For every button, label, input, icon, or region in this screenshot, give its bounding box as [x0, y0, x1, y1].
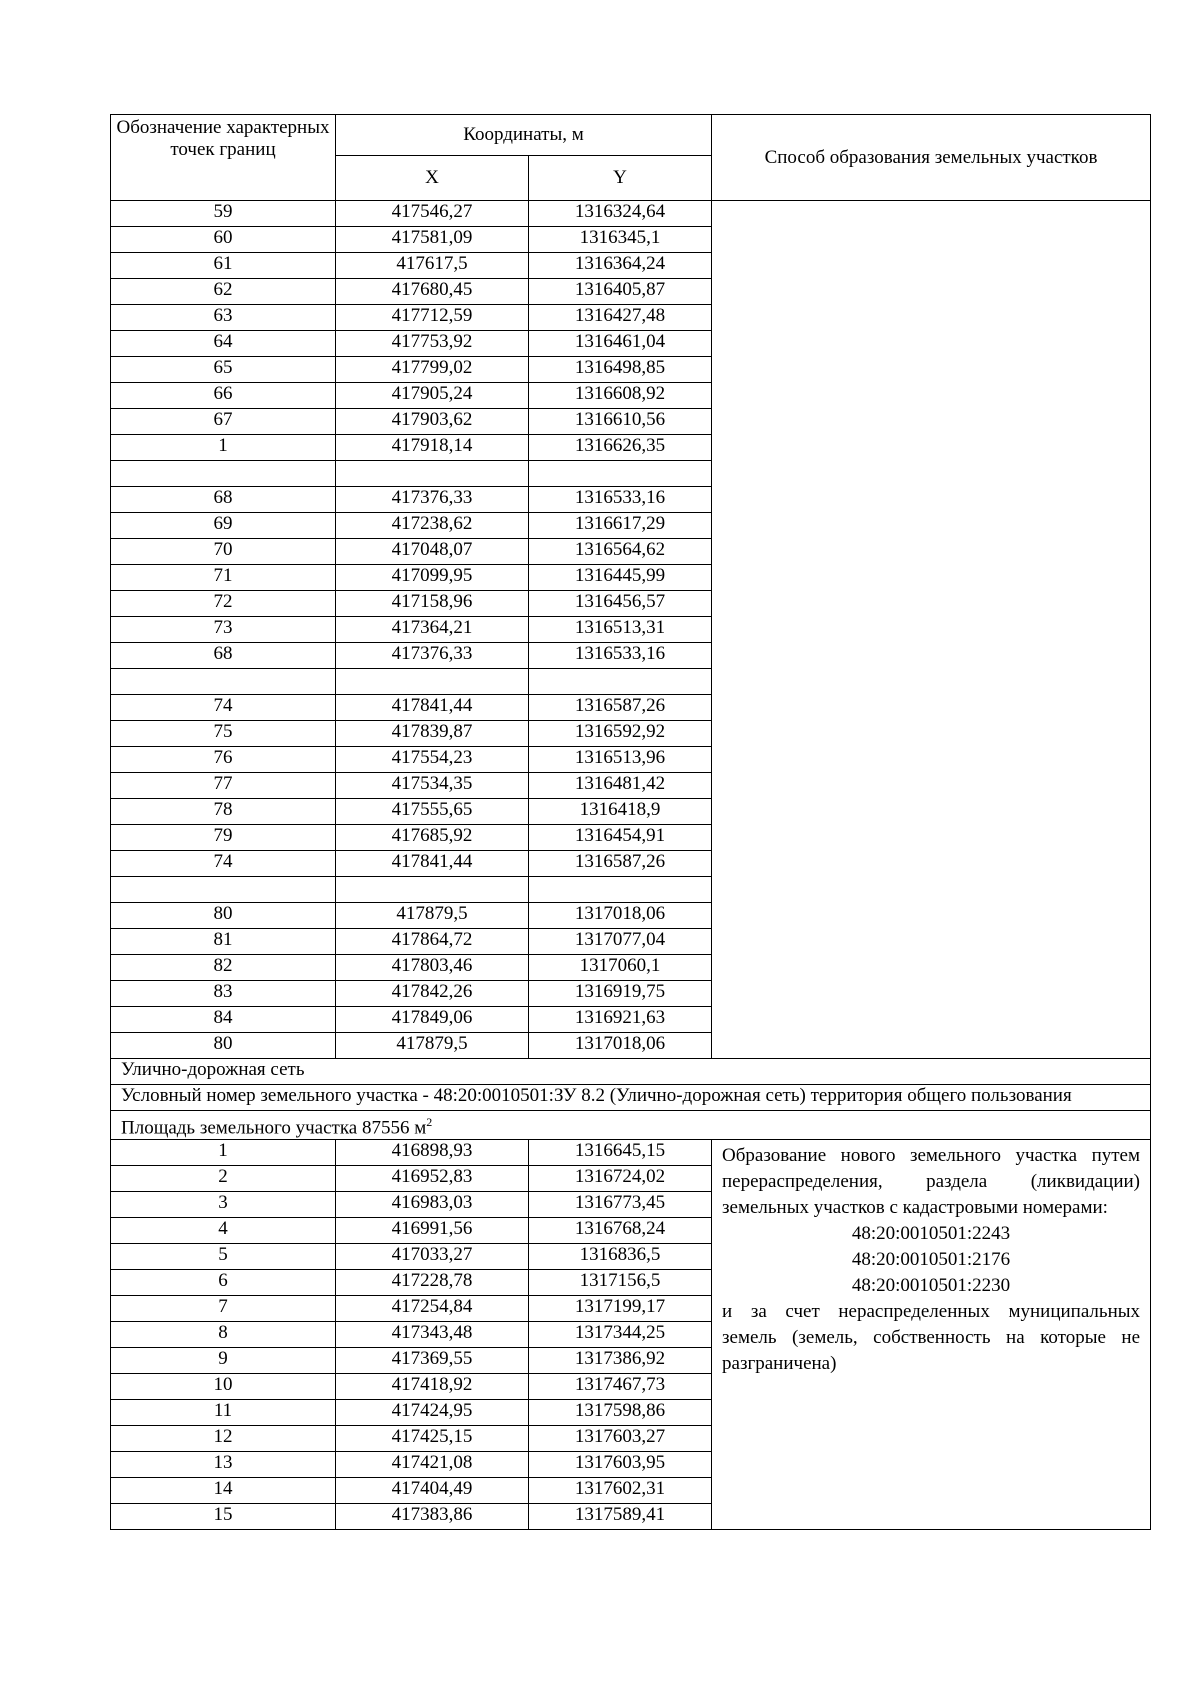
point-number: 80: [111, 1033, 336, 1059]
coord-x: 417905,24: [336, 383, 529, 409]
coord-y: 1317060,1: [529, 955, 712, 981]
area-label: Площадь земельного участка 87556 м: [121, 1117, 427, 1139]
coord-y: 1316427,48: [529, 305, 712, 331]
coord-y: 1317603,95: [529, 1452, 712, 1478]
method-description: [712, 1140, 1151, 1530]
coord-y: 1317199,17: [529, 1296, 712, 1322]
point-number: 84: [111, 1007, 336, 1033]
coord-y: 1316533,16: [529, 643, 712, 669]
point-number: 13: [111, 1452, 336, 1478]
coord-x: 417546,27: [336, 201, 529, 227]
coord-x: 417534,35: [336, 773, 529, 799]
coord-x: 417369,55: [336, 1348, 529, 1374]
header-coordinates: Координаты, м: [336, 115, 712, 156]
coord-y: 1316456,57: [529, 591, 712, 617]
coord-x: 416952,83: [336, 1166, 529, 1192]
point-number: 9: [111, 1348, 336, 1374]
coord-y: 1316836,5: [529, 1244, 712, 1270]
coord-y: 1316445,99: [529, 565, 712, 591]
coord-x: 417841,44: [336, 851, 529, 877]
point-number: 80: [111, 903, 336, 929]
coord-y: 1316724,02: [529, 1166, 712, 1192]
coord-y: 1317018,06: [529, 1033, 712, 1059]
point-number: 66: [111, 383, 336, 409]
header-y: Y: [529, 156, 712, 201]
coord-x: 417918,14: [336, 435, 529, 461]
point-number: 68: [111, 643, 336, 669]
point-number: 63: [111, 305, 336, 331]
method-empty-cell: [712, 201, 1151, 1059]
table-row: [111, 1140, 1151, 1166]
point-number: 10: [111, 1374, 336, 1400]
coord-y: 1316533,16: [529, 487, 712, 513]
coord-y: 1316454,91: [529, 825, 712, 851]
coord-y: 1316461,04: [529, 331, 712, 357]
coord-x: 417554,23: [336, 747, 529, 773]
coordinates-table: [110, 114, 1151, 1530]
coord-x: 417343,48: [336, 1322, 529, 1348]
coord-x: 417803,46: [336, 955, 529, 981]
cadastral-number: 48:20:0010501:2176: [851, 1249, 1011, 1271]
point-number: 11: [111, 1400, 336, 1426]
point-number: 62: [111, 279, 336, 305]
coord-y: 1316418,9: [529, 799, 712, 825]
coord-y: 1316773,45: [529, 1192, 712, 1218]
point-number: 1: [111, 1140, 336, 1166]
coord-x: 417364,21: [336, 617, 529, 643]
coord-y: 1317602,31: [529, 1478, 712, 1504]
coord-y: 1317077,04: [529, 929, 712, 955]
table-body: [111, 115, 1151, 1530]
cadastral-number: 48:20:0010501:2243: [851, 1223, 1011, 1245]
empty-cell: [529, 877, 712, 903]
coord-x: 417254,84: [336, 1296, 529, 1322]
coord-x: 417048,07: [336, 539, 529, 565]
header-row: [111, 115, 1151, 156]
coord-x: 417383,86: [336, 1504, 529, 1530]
coord-y: 1316608,92: [529, 383, 712, 409]
point-number: 79: [111, 825, 336, 851]
empty-cell: [336, 669, 529, 695]
coord-y: 1316587,26: [529, 851, 712, 877]
coord-y: 1316481,42: [529, 773, 712, 799]
point-number: 64: [111, 331, 336, 357]
point-number: 5: [111, 1244, 336, 1270]
section-title: Улично-дорожная сеть: [111, 1059, 1151, 1085]
coord-x: 417712,59: [336, 305, 529, 331]
area-unit-superscript: 2: [426, 1115, 433, 1129]
coord-x: 417879,5: [336, 1033, 529, 1059]
empty-cell: [111, 877, 336, 903]
coord-x: 417879,5: [336, 903, 529, 929]
empty-cell: [529, 461, 712, 487]
coord-x: 417841,44: [336, 695, 529, 721]
cadastral-number: 48:20:0010501:2230: [851, 1275, 1011, 1297]
coord-x: 417864,72: [336, 929, 529, 955]
coord-y: 1316345,1: [529, 227, 712, 253]
coord-x: 417849,06: [336, 1007, 529, 1033]
point-number: 12: [111, 1426, 336, 1452]
point-number: 69: [111, 513, 336, 539]
point-number: 59: [111, 201, 336, 227]
point-number: 78: [111, 799, 336, 825]
coord-y: 1316498,85: [529, 357, 712, 383]
coord-x: 417099,95: [336, 565, 529, 591]
coord-y: 1316513,96: [529, 747, 712, 773]
coord-x: 417903,62: [336, 409, 529, 435]
empty-cell: [336, 461, 529, 487]
point-number: 15: [111, 1504, 336, 1530]
point-number: 3: [111, 1192, 336, 1218]
coord-y: 1317344,25: [529, 1322, 712, 1348]
point-number: 61: [111, 253, 336, 279]
point-number: 7: [111, 1296, 336, 1322]
coord-y: 1317467,73: [529, 1374, 712, 1400]
coord-y: 1316364,24: [529, 253, 712, 279]
header-x: X: [336, 156, 529, 201]
area-row: [111, 1111, 1151, 1140]
point-number: 65: [111, 357, 336, 383]
coord-x: 417424,95: [336, 1400, 529, 1426]
coord-y: 1316564,62: [529, 539, 712, 565]
coord-x: 417839,87: [336, 721, 529, 747]
coord-x: 417680,45: [336, 279, 529, 305]
coord-y: 1317598,86: [529, 1400, 712, 1426]
coord-x: 417376,33: [336, 487, 529, 513]
point-number: 74: [111, 695, 336, 721]
header-method: Способ образования земельных участков: [712, 115, 1151, 201]
point-number: 67: [111, 409, 336, 435]
coord-x: 417842,26: [336, 981, 529, 1007]
point-number: 81: [111, 929, 336, 955]
coord-x: 417799,02: [336, 357, 529, 383]
coord-y: 1316587,26: [529, 695, 712, 721]
table-row: [111, 201, 1151, 227]
point-number: 2: [111, 1166, 336, 1192]
coord-y: 1316592,92: [529, 721, 712, 747]
point-number: 68: [111, 487, 336, 513]
coord-x: 417581,09: [336, 227, 529, 253]
coord-y: 1316513,31: [529, 617, 712, 643]
coord-x: 417421,08: [336, 1452, 529, 1478]
coord-y: 1317603,27: [529, 1426, 712, 1452]
point-number: 74: [111, 851, 336, 877]
coord-x: 417617,5: [336, 253, 529, 279]
point-number: 70: [111, 539, 336, 565]
point-number: 76: [111, 747, 336, 773]
method-outro: и за счет нераспределенных муниципальных земель (земель, собственность на которые не разграничена): [722, 1301, 1141, 1375]
coord-y: 1316921,63: [529, 1007, 712, 1033]
coord-y: 1316919,75: [529, 981, 712, 1007]
coord-y: 1317386,92: [529, 1348, 712, 1374]
coord-x: 417238,62: [336, 513, 529, 539]
area-cell: [111, 1111, 1151, 1140]
method-intro: Образование нового земельного участка путем перераспределения, раздела (ликвидации) земельных участков с кадастровыми номерами:: [722, 1145, 1141, 1219]
coord-x: 417753,92: [336, 331, 529, 357]
point-number: 83: [111, 981, 336, 1007]
coord-x: 417685,92: [336, 825, 529, 851]
point-number: 1: [111, 435, 336, 461]
coord-y: 1316626,35: [529, 435, 712, 461]
coord-x: 417425,15: [336, 1426, 529, 1452]
point-number: 77: [111, 773, 336, 799]
coord-x: 417404,49: [336, 1478, 529, 1504]
point-number: 82: [111, 955, 336, 981]
point-number: 4: [111, 1218, 336, 1244]
coord-y: 1317156,5: [529, 1270, 712, 1296]
point-number: 60: [111, 227, 336, 253]
empty-cell: [111, 669, 336, 695]
conditional-number: Условный номер земельного участка - 48:20:0010501:ЗУ 8.2 (Улично-дорожная сеть) территория общего пользования: [111, 1085, 1151, 1111]
coord-x: 417376,33: [336, 643, 529, 669]
coord-x: 417555,65: [336, 799, 529, 825]
empty-cell: [529, 669, 712, 695]
coord-y: 1316617,29: [529, 513, 712, 539]
coord-y: 1316405,87: [529, 279, 712, 305]
conditional-number-row: [111, 1085, 1151, 1111]
coord-x: 416991,56: [336, 1218, 529, 1244]
header-point-label: Обозначение характерных точек границ: [111, 115, 336, 201]
empty-cell: [336, 877, 529, 903]
coord-x: 417158,96: [336, 591, 529, 617]
coord-x: 417033,27: [336, 1244, 529, 1270]
coord-y: 1316645,15: [529, 1140, 712, 1166]
coord-x: 417418,92: [336, 1374, 529, 1400]
point-number: 75: [111, 721, 336, 747]
coord-y: 1316768,24: [529, 1218, 712, 1244]
coord-x: 417228,78: [336, 1270, 529, 1296]
point-number: 73: [111, 617, 336, 643]
coord-x: 416983,03: [336, 1192, 529, 1218]
point-number: 71: [111, 565, 336, 591]
point-number: 6: [111, 1270, 336, 1296]
point-number: 72: [111, 591, 336, 617]
point-number: 14: [111, 1478, 336, 1504]
empty-cell: [111, 461, 336, 487]
coord-y: 1316610,56: [529, 409, 712, 435]
section-title-row: [111, 1059, 1151, 1085]
coord-y: 1317589,41: [529, 1504, 712, 1530]
coord-y: 1317018,06: [529, 903, 712, 929]
coord-y: 1316324,64: [529, 201, 712, 227]
point-number: 8: [111, 1322, 336, 1348]
coord-x: 416898,93: [336, 1140, 529, 1166]
